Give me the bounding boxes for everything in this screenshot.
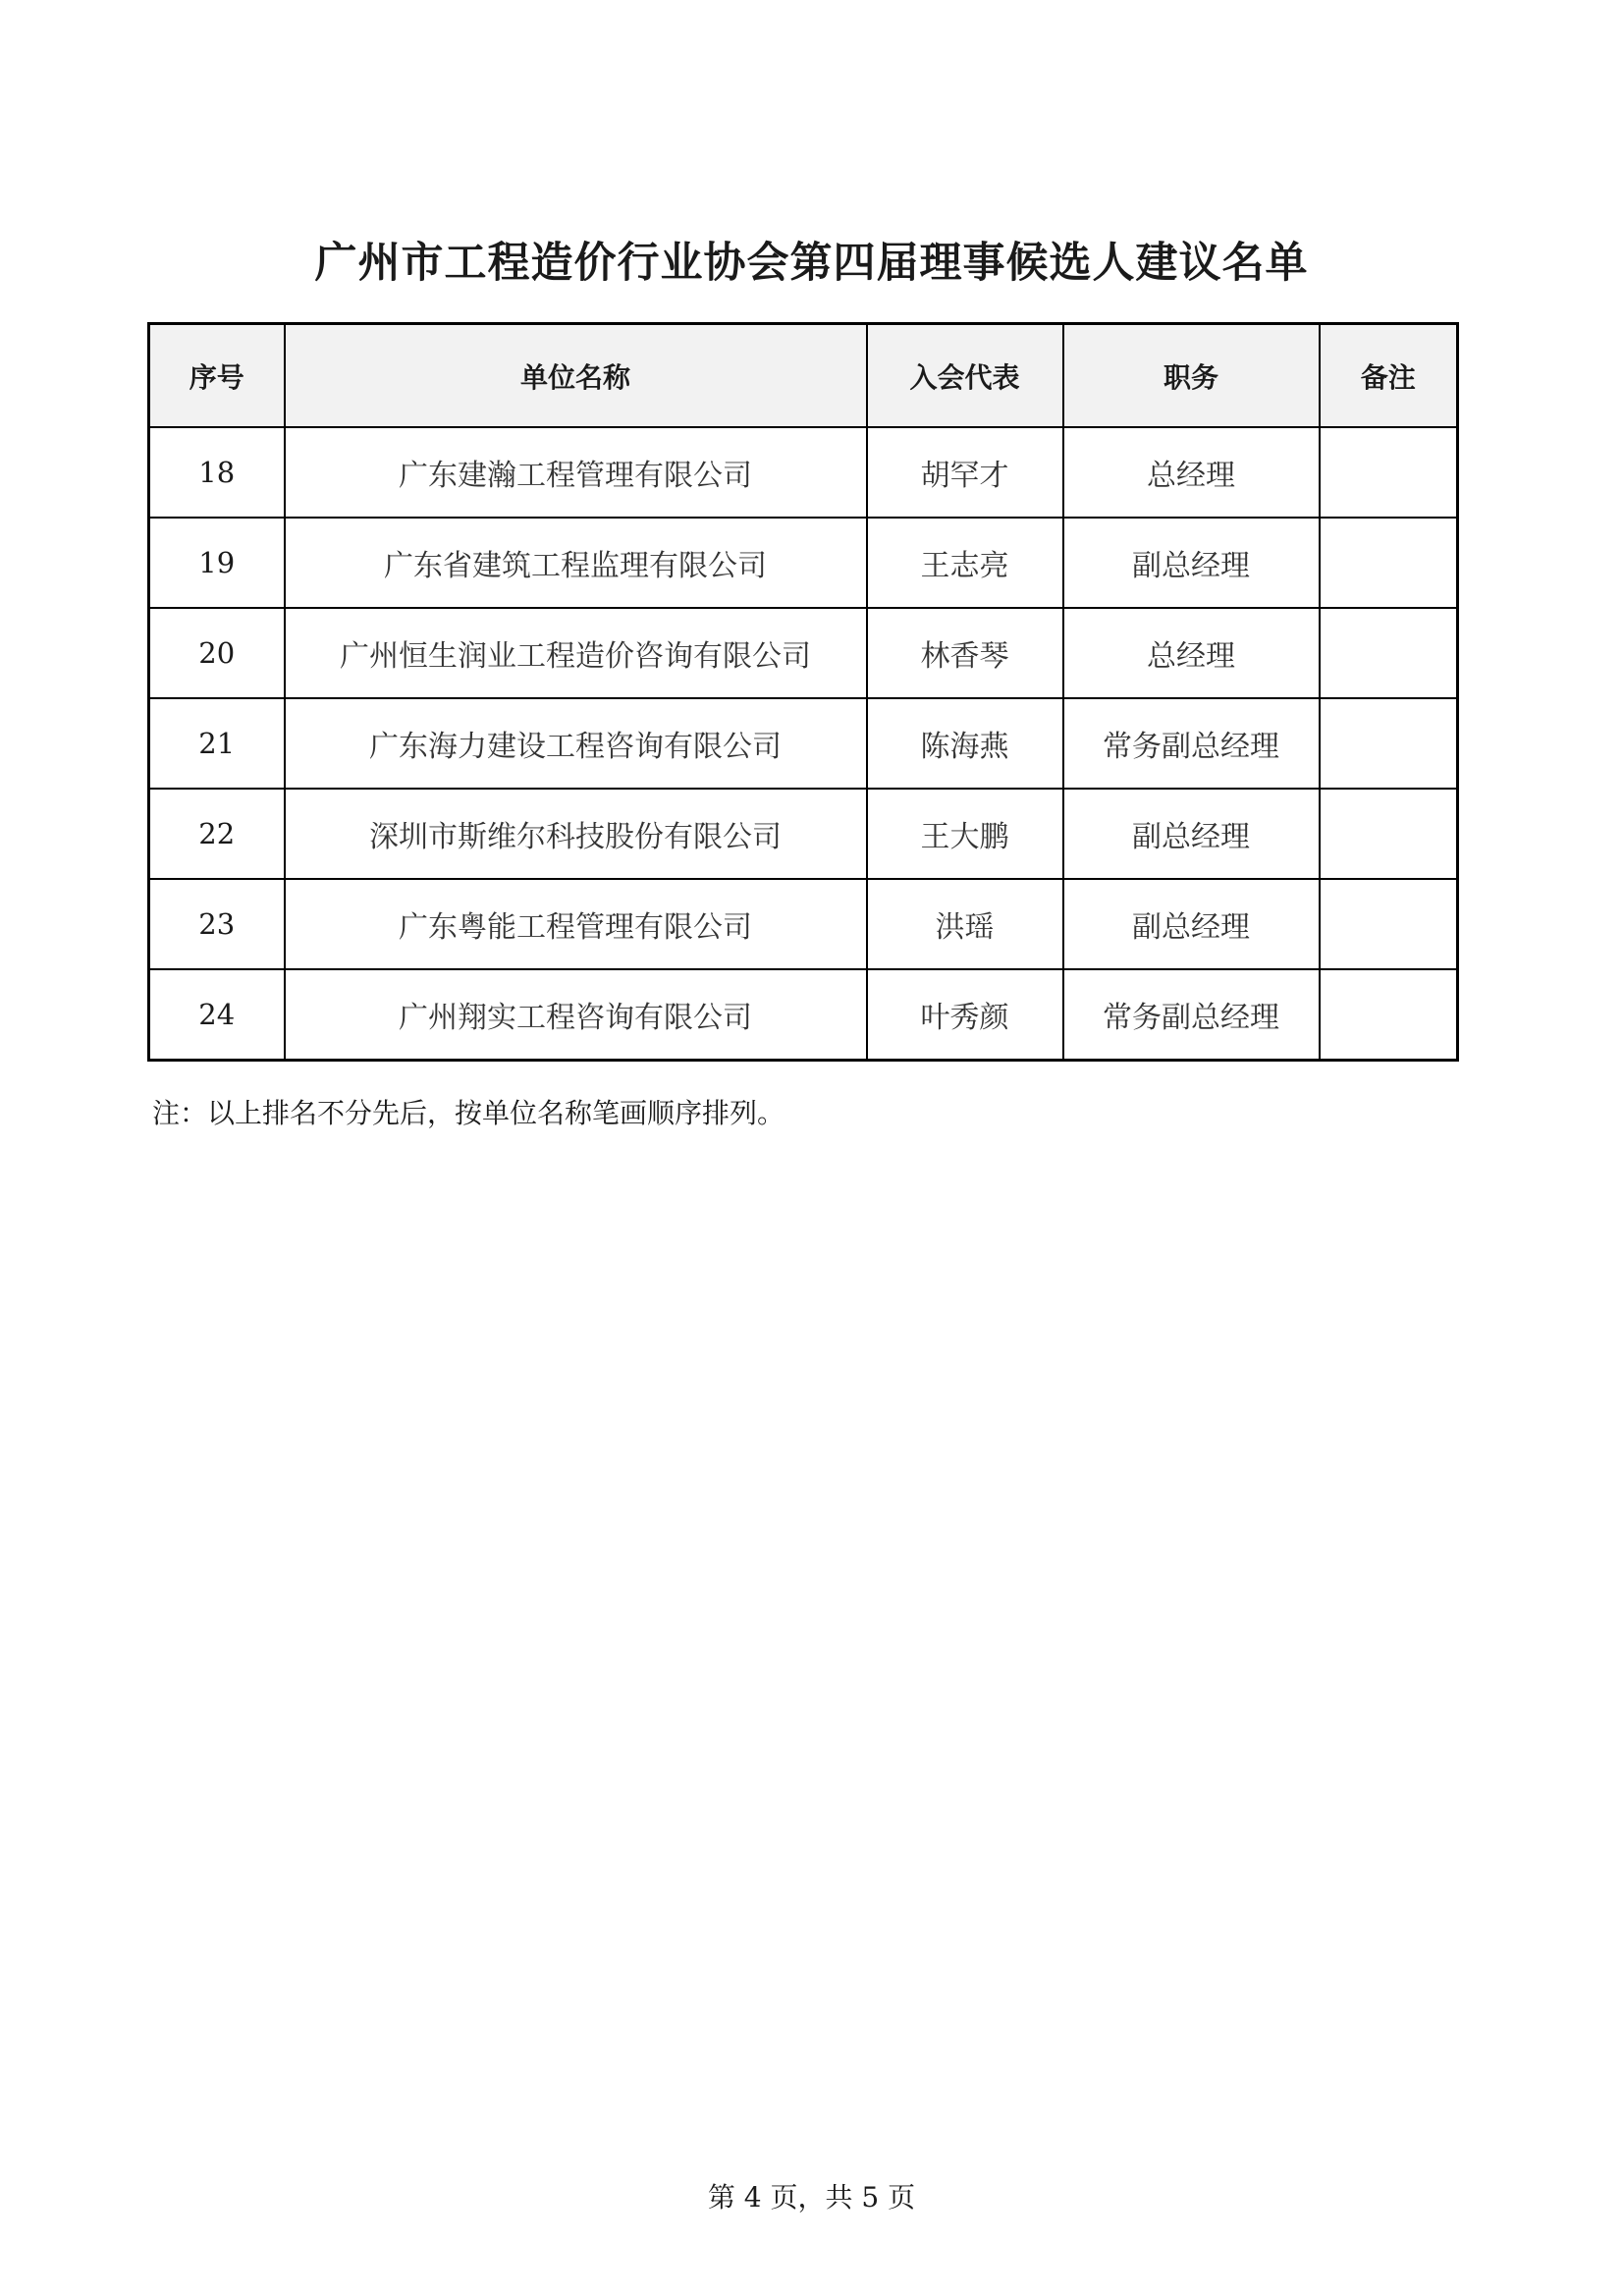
cell-unit-name: 广州恒生润业工程造价咨询有限公司 (285, 608, 867, 698)
cell-serial-number: 21 (149, 698, 285, 789)
table-header-row (149, 324, 1458, 428)
header-serial-number: 序号 (149, 324, 285, 428)
cell-remark (1320, 879, 1458, 969)
header-unit-name: 单位名称 (285, 324, 867, 428)
header-remarks: 备注 (1320, 324, 1458, 428)
cell-remark (1320, 969, 1458, 1061)
table-row (149, 969, 1458, 1061)
cell-position: 常务副总经理 (1063, 969, 1320, 1061)
header-position: 职务 (1063, 324, 1320, 428)
cell-unit-name: 广东省建筑工程监理有限公司 (285, 518, 867, 608)
table-row (149, 427, 1458, 518)
cell-unit-name: 广东粤能工程管理有限公司 (285, 879, 867, 969)
cell-remark (1320, 698, 1458, 789)
cell-unit-name: 深圳市斯维尔科技股份有限公司 (285, 789, 867, 879)
cell-remark (1320, 789, 1458, 879)
header-representative: 入会代表 (867, 324, 1063, 428)
cell-position: 副总经理 (1063, 789, 1320, 879)
page-number-footer: 第 4 页，共 5 页 (707, 2181, 916, 2214)
table-row (149, 518, 1458, 608)
candidate-table (147, 322, 1459, 1062)
cell-position: 副总经理 (1063, 879, 1320, 969)
cell-unit-name: 广州翔实工程咨询有限公司 (285, 969, 867, 1061)
cell-representative: 洪瑶 (867, 879, 1063, 969)
cell-serial-number: 23 (149, 879, 285, 969)
cell-representative: 王大鹏 (867, 789, 1063, 879)
cell-serial-number: 22 (149, 789, 285, 879)
cell-serial-number: 18 (149, 427, 285, 518)
cell-remark (1320, 608, 1458, 698)
cell-position: 总经理 (1063, 427, 1320, 518)
cell-representative: 叶秀颜 (867, 969, 1063, 1061)
table-row (149, 608, 1458, 698)
cell-unit-name: 广东海力建设工程咨询有限公司 (285, 698, 867, 789)
cell-representative: 陈海燕 (867, 698, 1063, 789)
table-row (149, 879, 1458, 969)
table-row (149, 789, 1458, 879)
cell-position: 副总经理 (1063, 518, 1320, 608)
cell-representative: 林香琴 (867, 608, 1063, 698)
cell-serial-number: 20 (149, 608, 285, 698)
cell-representative: 胡罕才 (867, 427, 1063, 518)
document-title: 广州市工程造价行业协会第四届理事候选人建议名单 (314, 239, 1309, 288)
cell-serial-number: 19 (149, 518, 285, 608)
cell-remark (1320, 518, 1458, 608)
table-footnote: 注：以上排名不分先后，按单位名称笔画顺序排列。 (152, 1097, 785, 1129)
cell-position: 总经理 (1063, 608, 1320, 698)
table-row (149, 698, 1458, 789)
cell-position: 常务副总经理 (1063, 698, 1320, 789)
cell-representative: 王志亮 (867, 518, 1063, 608)
cell-serial-number: 24 (149, 969, 285, 1061)
cell-unit-name: 广东建瀚工程管理有限公司 (285, 427, 867, 518)
cell-remark (1320, 427, 1458, 518)
